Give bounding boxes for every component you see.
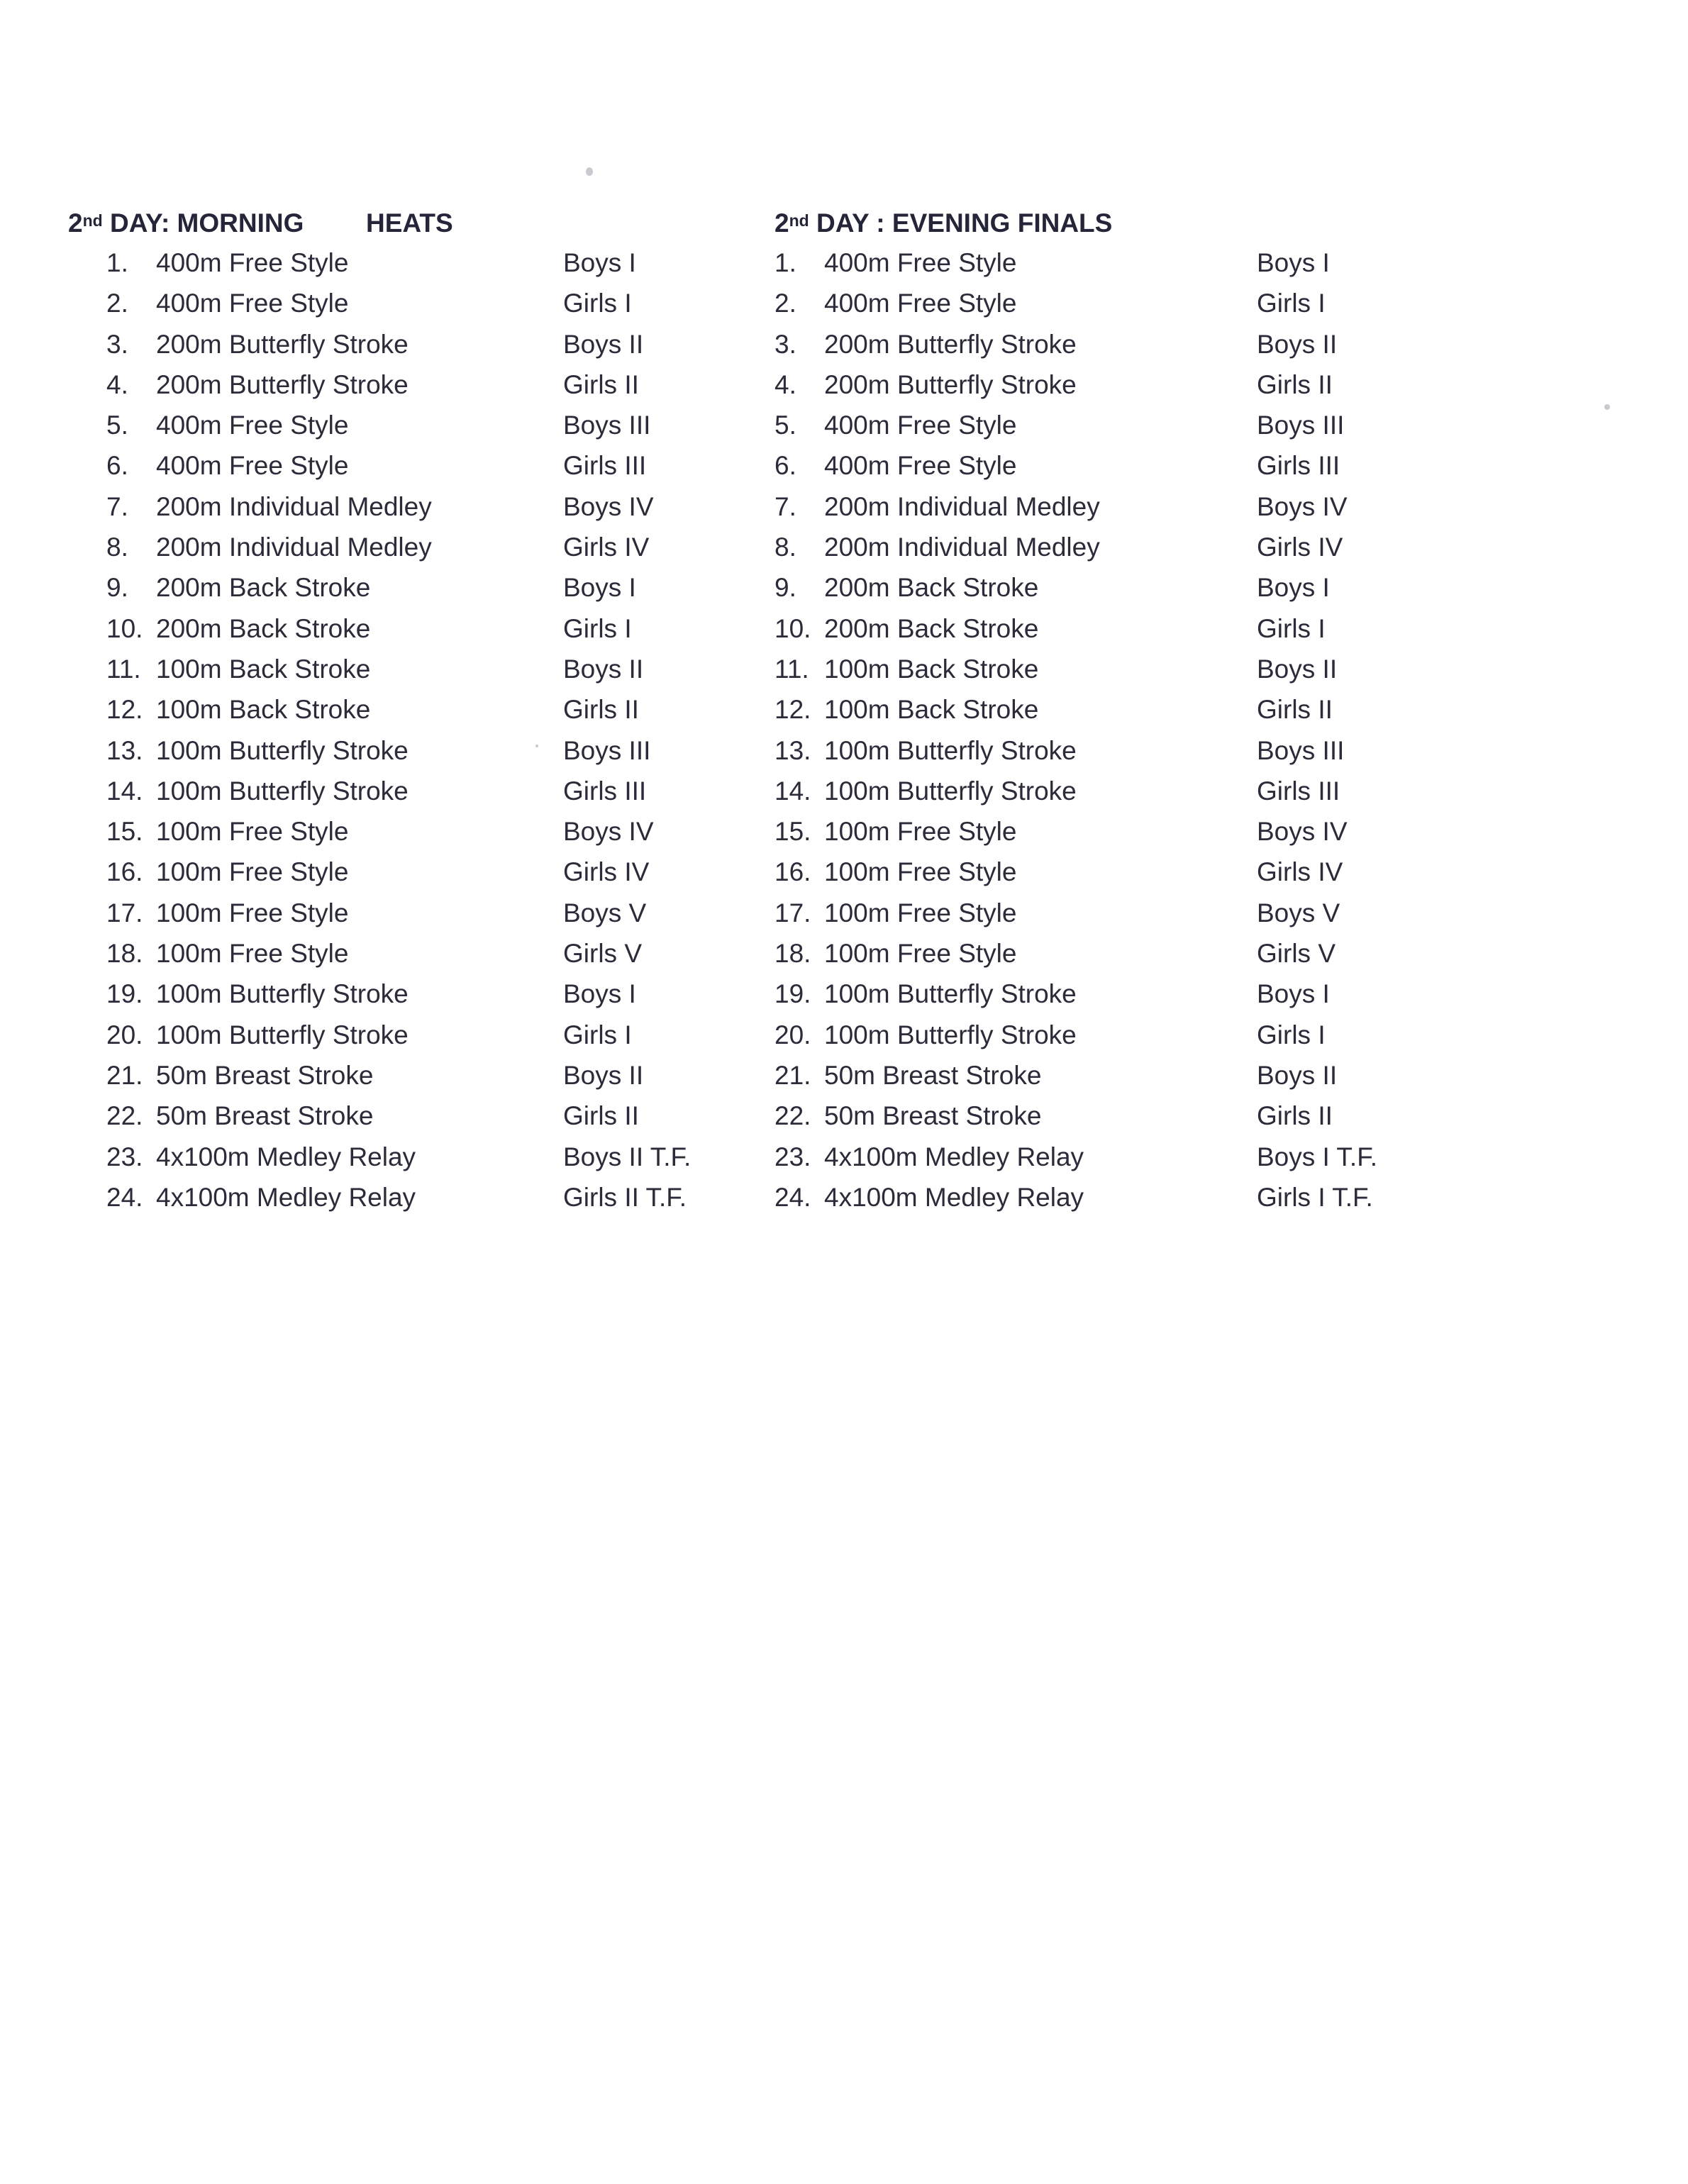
event-number: 19. [106, 979, 143, 1009]
event-name: 400m Free Style [824, 411, 1017, 440]
event-name: 50m Breast Stroke [156, 1101, 374, 1131]
event-category: Boys V [563, 898, 647, 927]
event-category: Boys IV [563, 491, 654, 521]
event-number: 5. [106, 411, 128, 440]
event-number: 6. [774, 451, 796, 481]
event-category: Boys I [563, 248, 636, 277]
event-category: Girls III [563, 776, 647, 806]
event-name: 100m Butterfly Stroke [156, 1020, 409, 1049]
morning-day-label: 2nd DAY: MORNING [68, 208, 304, 238]
event-name: 100m Back Stroke [156, 654, 371, 684]
event-name: 200m Individual Medley [824, 533, 1100, 562]
event-category: Boys II [1257, 654, 1338, 684]
event-number: 15. [106, 817, 143, 847]
event-category: Girls I [563, 289, 632, 318]
event-name: 100m Back Stroke [824, 654, 1039, 684]
event-name: 100m Free Style [824, 857, 1017, 887]
event-name: 400m Free Style [156, 451, 349, 481]
event-category: Girls V [563, 939, 642, 969]
event-category: Girls I [563, 1020, 632, 1049]
event-number: 16. [106, 857, 143, 887]
event-number: 24. [106, 1182, 143, 1212]
event-name: 4x100m Medley Relay [156, 1182, 416, 1212]
event-name: 50m Breast Stroke [824, 1060, 1042, 1090]
event-name: 100m Back Stroke [824, 695, 1039, 725]
scan-speck [535, 745, 538, 747]
event-number: 12. [774, 695, 811, 725]
event-category: Boys III [563, 411, 651, 440]
event-name: 100m Butterfly Stroke [824, 735, 1077, 765]
event-number: 1. [774, 248, 796, 277]
event-number: 22. [106, 1101, 143, 1131]
event-name: 100m Butterfly Stroke [824, 1020, 1077, 1049]
event-name: 50m Breast Stroke [156, 1060, 374, 1090]
event-number: 13. [774, 735, 811, 765]
event-category: Girls II T.F. [563, 1182, 687, 1212]
event-number: 18. [106, 939, 143, 969]
event-category: Boys I T.F. [1257, 1142, 1377, 1171]
event-category: Boys IV [1257, 817, 1348, 847]
event-number: 22. [774, 1101, 811, 1131]
event-number: 17. [106, 898, 143, 927]
event-category: Girls I T.F. [1257, 1182, 1373, 1212]
event-number: 1. [106, 248, 128, 277]
event-name: 200m Individual Medley [156, 491, 432, 521]
event-name: 200m Butterfly Stroke [824, 329, 1077, 359]
event-category: Boys III [1257, 411, 1345, 440]
event-name: 4x100m Medley Relay [156, 1142, 416, 1171]
event-number: 2. [106, 289, 128, 318]
event-number: 3. [774, 329, 796, 359]
event-number: 5. [774, 411, 796, 440]
scan-speck [586, 167, 593, 176]
event-category: Girls IV [563, 857, 650, 887]
event-name: 100m Free Style [156, 817, 349, 847]
event-number: 2. [774, 289, 796, 318]
event-category: Girls II [1257, 695, 1333, 725]
event-name: 400m Free Style [824, 289, 1017, 318]
event-number: 24. [774, 1182, 811, 1212]
event-name: 100m Butterfly Stroke [156, 979, 409, 1009]
event-number: 13. [106, 735, 143, 765]
event-category: Girls III [1257, 776, 1340, 806]
event-number: 14. [106, 776, 143, 806]
event-category: Boys III [1257, 735, 1345, 765]
event-number: 9. [106, 573, 128, 603]
event-number: 21. [774, 1060, 811, 1090]
event-number: 8. [774, 533, 796, 562]
event-number: 23. [106, 1142, 143, 1171]
event-category: Girls I [1257, 1020, 1326, 1049]
event-category: Boys II [563, 654, 644, 684]
event-name: 200m Butterfly Stroke [824, 369, 1077, 399]
event-name: 100m Back Stroke [156, 695, 371, 725]
event-category: Boys IV [1257, 491, 1348, 521]
event-name: 100m Free Style [824, 939, 1017, 969]
event-name: 200m Butterfly Stroke [156, 329, 409, 359]
event-category: Girls I [1257, 289, 1326, 318]
event-number: 12. [106, 695, 143, 725]
event-name: 400m Free Style [156, 289, 349, 318]
event-number: 23. [774, 1142, 811, 1171]
event-name: 50m Breast Stroke [824, 1101, 1042, 1131]
event-category: Girls I [563, 613, 632, 643]
event-number: 7. [106, 491, 128, 521]
event-name: 100m Free Style [824, 817, 1017, 847]
event-category: Girls IV [1257, 857, 1343, 887]
event-category: Boys I [563, 573, 636, 603]
event-name: 100m Free Style [156, 939, 349, 969]
event-category: Boys III [563, 735, 651, 765]
event-number: 16. [774, 857, 811, 887]
event-number: 4. [106, 369, 128, 399]
event-category: Girls IV [563, 533, 650, 562]
event-category: Boys IV [563, 817, 654, 847]
event-number: 4. [774, 369, 796, 399]
event-category: Girls I [1257, 613, 1326, 643]
event-name: 400m Free Style [824, 451, 1017, 481]
event-number: 8. [106, 533, 128, 562]
event-category: Boys II [1257, 1060, 1338, 1090]
event-name: 200m Individual Medley [824, 491, 1100, 521]
event-number: 3. [106, 329, 128, 359]
event-category: Girls II [1257, 1101, 1333, 1131]
event-name: 4x100m Medley Relay [824, 1182, 1084, 1212]
event-number: 20. [106, 1020, 143, 1049]
event-name: 100m Butterfly Stroke [824, 776, 1077, 806]
event-name: 100m Free Style [824, 898, 1017, 927]
event-number: 9. [774, 573, 796, 603]
event-category: Boys I [1257, 979, 1330, 1009]
event-number: 20. [774, 1020, 811, 1049]
event-name: 200m Back Stroke [156, 573, 371, 603]
event-name: 400m Free Style [156, 248, 349, 277]
event-number: 11. [106, 654, 141, 684]
event-number: 10. [774, 613, 811, 643]
event-name: 4x100m Medley Relay [824, 1142, 1084, 1171]
event-category: Girls V [1257, 939, 1336, 969]
event-number: 15. [774, 817, 811, 847]
event-category: Girls IV [1257, 533, 1343, 562]
event-name: 100m Butterfly Stroke [156, 776, 409, 806]
scan-speck [1604, 404, 1610, 410]
event-category: Girls III [563, 451, 647, 481]
event-category: Girls II [563, 369, 639, 399]
event-category: Boys II [563, 1060, 644, 1090]
event-category: Girls II [1257, 369, 1333, 399]
event-name: 200m Back Stroke [824, 613, 1039, 643]
event-number: 19. [774, 979, 811, 1009]
event-category: Girls II [563, 1101, 639, 1131]
event-name: 400m Free Style [156, 411, 349, 440]
event-name: 400m Free Style [824, 248, 1017, 277]
event-number: 14. [774, 776, 811, 806]
event-category: Boys I [563, 979, 636, 1009]
evening-day-label: 2nd DAY : EVENING FINALS [774, 208, 1113, 238]
event-number: 10. [106, 613, 143, 643]
event-number: 18. [774, 939, 811, 969]
event-number: 6. [106, 451, 128, 481]
event-category: Boys V [1257, 898, 1340, 927]
event-number: 17. [774, 898, 811, 927]
morning-session-label: HEATS [366, 208, 453, 238]
event-name: 100m Free Style [156, 898, 349, 927]
event-name: 100m Butterfly Stroke [824, 979, 1077, 1009]
event-number: 21. [106, 1060, 143, 1090]
event-category: Boys II T.F. [563, 1142, 692, 1171]
event-category: Boys II [563, 329, 644, 359]
event-name: 100m Butterfly Stroke [156, 735, 409, 765]
event-category: Girls III [1257, 451, 1340, 481]
event-number: 7. [774, 491, 796, 521]
event-category: Boys II [1257, 329, 1338, 359]
event-category: Girls II [563, 695, 639, 725]
event-number: 11. [774, 654, 809, 684]
event-category: Boys I [1257, 248, 1330, 277]
event-name: 200m Butterfly Stroke [156, 369, 409, 399]
event-name: 100m Free Style [156, 857, 349, 887]
event-name: 200m Individual Medley [156, 533, 432, 562]
event-name: 200m Back Stroke [824, 573, 1039, 603]
event-name: 200m Back Stroke [156, 613, 371, 643]
event-category: Boys I [1257, 573, 1330, 603]
